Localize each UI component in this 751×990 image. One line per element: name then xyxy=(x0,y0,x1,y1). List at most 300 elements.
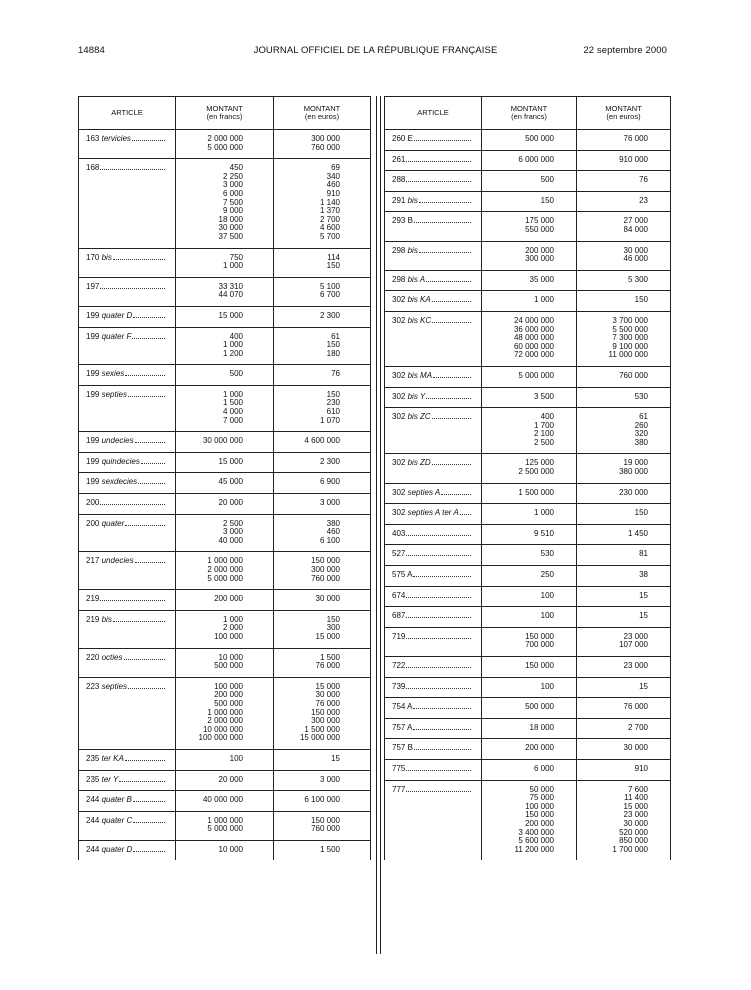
amount-euros-cell: 150 xyxy=(577,504,671,525)
page-number: 14884 xyxy=(78,45,105,56)
table-row xyxy=(79,494,371,515)
leader-dots xyxy=(100,169,165,170)
leader-dots xyxy=(133,317,165,318)
amount-euros-cell: 150 000 760 000 xyxy=(274,811,371,840)
leader-dots xyxy=(133,851,165,852)
article-suffix: bis MA xyxy=(407,370,433,380)
table-row xyxy=(79,610,371,648)
article-suffix: bis xyxy=(101,614,112,624)
table-row xyxy=(385,150,671,171)
amount-francs-cell: 750 1 000 xyxy=(176,248,274,277)
article-cell xyxy=(79,590,176,611)
amount-francs-cell: 400 1 700 2 100 2 500 xyxy=(482,408,577,454)
amount-euros-cell: 15 xyxy=(577,677,671,698)
article-suffix: bis ZD xyxy=(407,458,431,468)
table-body-left xyxy=(79,130,371,861)
table-row xyxy=(385,454,671,483)
amount-francs-cell: 100 xyxy=(176,749,274,770)
article-suffix: septies A xyxy=(407,487,441,497)
amount-euros-cell: 38 xyxy=(577,566,671,587)
amount-euros-cell: 23 000 107 000 xyxy=(577,627,671,656)
leader-dots xyxy=(138,483,165,484)
table-row xyxy=(385,627,671,656)
table-row xyxy=(79,552,371,590)
article-cell xyxy=(79,365,176,386)
amount-francs-cell: 2 000 000 5 000 000 xyxy=(176,130,274,159)
article-number: 302 xyxy=(392,458,406,468)
article-cell xyxy=(79,770,176,791)
table-row xyxy=(385,408,671,454)
article-number: 302 xyxy=(392,295,406,305)
amount-euros-cell: 150 000 300 000 760 000 xyxy=(274,552,371,590)
article-cell xyxy=(385,270,482,291)
amount-francs-cell: 150 000 xyxy=(482,657,577,678)
amount-euros-cell: 76 xyxy=(274,365,371,386)
article-cell xyxy=(385,677,482,698)
article-suffix: bis KC xyxy=(407,315,432,325)
article-suffix: septies xyxy=(101,389,127,399)
leader-dots xyxy=(433,377,471,378)
table-row xyxy=(385,718,671,739)
table-row xyxy=(79,749,371,770)
article-number: 244 xyxy=(86,795,100,805)
article-number: 575 A xyxy=(392,570,413,580)
leader-dots xyxy=(125,375,165,376)
article-cell xyxy=(79,248,176,277)
column-header-francs: MONTANT (en francs) xyxy=(176,97,274,130)
table-row xyxy=(385,739,671,760)
table-row xyxy=(385,171,671,192)
article-cell xyxy=(79,552,176,590)
article-cell xyxy=(385,241,482,270)
amount-francs-cell: 1 000 000 5 000 000 xyxy=(176,811,274,840)
article-cell xyxy=(385,718,482,739)
amount-francs-cell: 150 000 700 000 xyxy=(482,627,577,656)
amount-euros-cell: 69 340 460 910 1 140 1 370 2 700 4 600 5 700 xyxy=(274,159,371,248)
table-row xyxy=(385,504,671,525)
amount-euros-cell: 4 600 000 xyxy=(274,432,371,453)
table-row xyxy=(385,607,671,628)
table-row xyxy=(79,452,371,473)
article-number: 219 xyxy=(86,594,100,604)
amount-francs-cell: 50 000 75 000 100 000 150 000 200 000 3 400 000 5 600 000 11 200 000 xyxy=(482,780,577,860)
amount-francs-cell: 1 500 000 xyxy=(482,483,577,504)
leader-dots xyxy=(414,749,471,750)
table-row xyxy=(385,566,671,587)
amount-francs-cell: 100 xyxy=(482,607,577,628)
amount-euros-cell: 15 xyxy=(274,749,371,770)
amount-euros-cell: 30 000 xyxy=(577,739,671,760)
amount-euros-cell: 76 000 xyxy=(577,698,671,719)
amount-euros-cell: 3 000 xyxy=(274,494,371,515)
leader-dots xyxy=(413,576,471,577)
article-number: 739 xyxy=(392,681,406,691)
leader-dots xyxy=(135,562,165,563)
amount-francs-cell: 250 xyxy=(482,566,577,587)
article-number: 293 B xyxy=(392,216,413,226)
leader-dots xyxy=(413,729,471,730)
leader-dots xyxy=(406,667,471,668)
amount-euros-cell: 380 460 6 100 xyxy=(274,514,371,552)
article-cell xyxy=(385,408,482,454)
leader-dots xyxy=(133,822,165,823)
article-number: 291 xyxy=(392,195,406,205)
table-body-right xyxy=(385,130,671,861)
table-row xyxy=(385,270,671,291)
table-row xyxy=(79,385,371,431)
amount-euros-cell: 15 000 30 000 76 000 150 000 300 000 1 500 000 15 000 000 xyxy=(274,677,371,749)
amount-francs-cell: 2 500 3 000 40 000 xyxy=(176,514,274,552)
table-row xyxy=(385,524,671,545)
article-cell xyxy=(79,432,176,453)
article-suffix: quater F xyxy=(101,331,132,341)
article-number: 170 xyxy=(86,252,100,262)
table-row xyxy=(385,483,671,504)
amount-euros-cell: 7 600 11 400 15 000 23 000 30 000 520 000 850 000 1 700 000 xyxy=(577,780,671,860)
amount-euros-cell: 230 000 xyxy=(577,483,671,504)
article-cell xyxy=(79,277,176,306)
article-suffix: bis xyxy=(407,195,418,205)
table-row xyxy=(79,811,371,840)
amount-euros-cell: 6 900 xyxy=(274,473,371,494)
amount-francs-cell: 24 000 000 36 000 000 48 000 000 60 000 000 72 000 000 xyxy=(482,311,577,366)
amount-francs-cell: 20 000 xyxy=(176,494,274,515)
leader-dots xyxy=(460,514,471,515)
amount-francs-cell: 5 000 000 xyxy=(482,366,577,387)
table-row xyxy=(79,248,371,277)
amount-francs-cell: 33 310 44 070 xyxy=(176,277,274,306)
article-number: 200 xyxy=(86,518,100,528)
amount-francs-cell: 15 000 xyxy=(176,452,274,473)
leader-dots xyxy=(426,398,471,399)
column-header-article: ARTICLE xyxy=(385,97,482,130)
article-number: 687 xyxy=(392,611,406,621)
article-number: 217 xyxy=(86,556,100,566)
amount-euros-cell: 5 100 6 700 xyxy=(274,277,371,306)
leader-dots xyxy=(406,181,471,182)
article-number: 244 xyxy=(86,815,100,825)
table-row xyxy=(385,191,671,212)
table-row xyxy=(79,473,371,494)
leader-dots xyxy=(406,688,471,689)
amount-euros-cell: 150 300 15 000 xyxy=(274,610,371,648)
article-number: 298 xyxy=(392,245,406,255)
article-cell xyxy=(79,494,176,515)
amount-francs-cell: 500 xyxy=(176,365,274,386)
table-row xyxy=(79,365,371,386)
article-number: 302 xyxy=(392,391,406,401)
article-suffix: bis xyxy=(407,245,418,255)
article-number: 220 xyxy=(86,652,100,662)
leader-dots xyxy=(419,202,471,203)
leader-dots xyxy=(132,140,165,141)
article-cell xyxy=(385,212,482,241)
leader-dots xyxy=(406,770,471,771)
article-cell xyxy=(385,130,482,151)
amount-francs-cell: 175 000 550 000 xyxy=(482,212,577,241)
amount-francs-cell: 1 000 1 500 4 000 7 000 xyxy=(176,385,274,431)
article-cell xyxy=(79,677,176,749)
amount-euros-cell: 3 700 000 5 500 000 7 300 000 9 100 000 11 000 000 xyxy=(577,311,671,366)
amount-francs-cell: 200 000 300 000 xyxy=(482,241,577,270)
table-row xyxy=(385,759,671,780)
article-cell xyxy=(385,504,482,525)
amount-francs-cell: 1 000 xyxy=(482,504,577,525)
article-number: 288 xyxy=(392,175,406,185)
amount-euros-cell: 15 xyxy=(577,607,671,628)
article-number: 261 xyxy=(392,154,406,164)
amount-francs-cell: 35 000 xyxy=(482,270,577,291)
article-cell xyxy=(385,454,482,483)
amount-euros-cell: 2 700 xyxy=(577,718,671,739)
leader-dots xyxy=(419,252,471,253)
article-number: 722 xyxy=(392,661,406,670)
article-cell xyxy=(79,811,176,840)
amount-francs-cell: 18 000 xyxy=(482,718,577,739)
article-number: 757 B xyxy=(392,743,413,753)
amount-francs-cell: 10 000 xyxy=(176,840,274,860)
article-cell xyxy=(385,759,482,780)
amount-euros-cell: 76 000 xyxy=(577,130,671,151)
article-number: 775 xyxy=(392,763,406,773)
amount-euros-cell: 30 000 46 000 xyxy=(577,241,671,270)
table-row xyxy=(385,586,671,607)
article-cell xyxy=(385,627,482,656)
article-number: 302 xyxy=(392,370,406,380)
leader-dots xyxy=(413,708,471,709)
amount-francs-cell: 530 xyxy=(482,545,577,566)
leader-dots xyxy=(406,555,471,556)
table-row xyxy=(79,130,371,159)
article-suffix: ter KA xyxy=(101,753,124,763)
journal-title: JOURNAL OFFICIEL DE LA RÉPUBLIQUE FRANÇAISE xyxy=(253,45,498,56)
article-number: 754 A xyxy=(392,702,413,712)
article-number: 199 xyxy=(86,389,100,399)
amount-francs-cell: 1 000 xyxy=(482,291,577,312)
article-cell xyxy=(385,657,482,678)
leader-dots xyxy=(406,638,471,639)
amount-euros-cell: 23 xyxy=(577,191,671,212)
article-cell xyxy=(385,780,482,860)
table-row xyxy=(385,241,671,270)
article-suffix: bis Y xyxy=(407,391,426,401)
amount-francs-cell: 40 000 000 xyxy=(176,791,274,812)
amount-euros-cell: 19 000 380 000 xyxy=(577,454,671,483)
article-number: 527 xyxy=(392,549,406,559)
amount-euros-cell: 1 450 xyxy=(577,524,671,545)
article-cell xyxy=(385,586,482,607)
article-cell xyxy=(385,545,482,566)
table-row xyxy=(79,791,371,812)
article-suffix: bis ZC xyxy=(407,412,431,422)
amount-euros-cell: 30 000 xyxy=(274,590,371,611)
article-number: 777 xyxy=(392,784,406,794)
article-number: 199 xyxy=(86,436,100,446)
article-suffix: septies xyxy=(101,681,127,691)
leader-dots xyxy=(132,338,165,339)
table-row xyxy=(79,277,371,306)
article-cell xyxy=(385,387,482,408)
amount-francs-cell: 500 000 xyxy=(482,698,577,719)
article-suffix: bis KA xyxy=(407,295,431,305)
article-number: 403 xyxy=(392,528,406,538)
table-row xyxy=(79,159,371,248)
amount-euros-cell: 76 xyxy=(577,171,671,192)
amount-euros-cell: 114 150 xyxy=(274,248,371,277)
leader-dots xyxy=(406,597,471,598)
table-row xyxy=(79,327,371,365)
article-suffix: bis xyxy=(101,252,112,262)
table-row xyxy=(79,590,371,611)
amount-francs-cell: 30 000 000 xyxy=(176,432,274,453)
amount-euros-cell: 530 xyxy=(577,387,671,408)
amount-francs-cell: 6 000 000 xyxy=(482,150,577,171)
leader-dots xyxy=(119,781,165,782)
article-suffix: bis A xyxy=(407,274,426,284)
article-cell xyxy=(79,791,176,812)
table-row xyxy=(385,291,671,312)
amount-euros-cell: 61 150 180 xyxy=(274,327,371,365)
article-cell xyxy=(79,452,176,473)
column-header-article: ARTICLE xyxy=(79,97,176,130)
article-number: 719 xyxy=(392,631,406,641)
article-suffix: sexdecies xyxy=(101,477,138,487)
amount-francs-cell: 450 2 250 3 000 6 000 7 500 9 000 18 000 30 000 37 500 xyxy=(176,159,274,248)
table-row xyxy=(79,840,371,860)
amount-francs-cell: 6 000 xyxy=(482,759,577,780)
leader-dots xyxy=(125,760,165,761)
article-suffix: quater B xyxy=(101,795,132,805)
amount-francs-cell: 10 000 500 000 xyxy=(176,648,274,677)
amount-francs-cell: 200 000 xyxy=(176,590,274,611)
table-row xyxy=(385,130,671,151)
leader-dots xyxy=(414,222,471,223)
article-cell xyxy=(79,610,176,648)
article-number: 199 xyxy=(86,369,100,379)
amount-euros-cell: 760 000 xyxy=(577,366,671,387)
leader-dots xyxy=(441,494,471,495)
article-cell xyxy=(79,473,176,494)
article-cell xyxy=(385,483,482,504)
article-cell xyxy=(79,159,176,248)
publication-date: 22 septembre 2000 xyxy=(583,45,667,56)
amount-euros-cell: 1 500 xyxy=(274,840,371,860)
amount-francs-cell: 200 000 xyxy=(482,739,577,760)
article-number: 199 xyxy=(86,310,100,320)
amount-francs-cell: 45 000 xyxy=(176,473,274,494)
table-row xyxy=(385,657,671,678)
amount-francs-cell: 400 1 000 1 200 xyxy=(176,327,274,365)
article-number: 199 xyxy=(86,477,100,487)
column-header-euros: MONTANT (en euros) xyxy=(274,97,371,130)
amount-francs-cell: 9 510 xyxy=(482,524,577,545)
article-cell xyxy=(385,607,482,628)
article-suffix: quater D xyxy=(101,310,133,320)
leader-dots xyxy=(113,621,165,622)
amount-francs-cell: 150 xyxy=(482,191,577,212)
leader-dots xyxy=(135,442,165,443)
leader-dots xyxy=(432,464,471,465)
leader-dots xyxy=(100,504,165,505)
leader-dots xyxy=(414,140,471,141)
article-cell xyxy=(385,291,482,312)
amounts-table-right xyxy=(384,96,671,860)
amount-euros-cell: 6 100 000 xyxy=(274,791,371,812)
table-row xyxy=(79,770,371,791)
amount-francs-cell: 3 500 xyxy=(482,387,577,408)
table-row xyxy=(79,306,371,327)
leader-dots xyxy=(128,688,165,689)
article-number: 302 xyxy=(392,315,406,325)
article-cell xyxy=(79,327,176,365)
amount-francs-cell: 1 000 000 2 000 000 5 000 000 xyxy=(176,552,274,590)
article-cell xyxy=(79,306,176,327)
article-number: 163 xyxy=(86,134,100,143)
article-number: 302 xyxy=(392,508,406,518)
leader-dots xyxy=(432,322,471,323)
column-header-francs: MONTANT (en francs) xyxy=(482,97,577,130)
leader-dots xyxy=(100,288,165,289)
article-number: 168 xyxy=(86,163,100,173)
article-suffix: septies A ter A xyxy=(407,508,459,518)
amount-euros-cell: 3 000 xyxy=(274,770,371,791)
amount-euros-cell: 61 260 320 380 xyxy=(577,408,671,454)
leader-dots xyxy=(128,396,165,397)
article-number: 199 xyxy=(86,456,100,466)
table-row xyxy=(79,432,371,453)
amount-euros-cell: 81 xyxy=(577,545,671,566)
article-cell xyxy=(79,130,176,159)
article-number: 302 xyxy=(392,487,406,497)
amount-euros-cell: 300 000 760 000 xyxy=(274,130,371,159)
table-row xyxy=(385,677,671,698)
leader-dots xyxy=(426,281,471,282)
leader-dots xyxy=(432,301,471,302)
article-number: 219 xyxy=(86,614,100,624)
table-row xyxy=(79,514,371,552)
amount-francs-cell: 1 000 2 000 100 000 xyxy=(176,610,274,648)
table-row xyxy=(385,545,671,566)
amount-francs-cell: 20 000 xyxy=(176,770,274,791)
article-cell xyxy=(385,366,482,387)
amount-euros-cell: 15 xyxy=(577,586,671,607)
amounts-table-left xyxy=(78,96,371,860)
amount-francs-cell: 125 000 2 500 000 xyxy=(482,454,577,483)
article-number: 235 xyxy=(86,774,100,784)
amount-euros-cell: 23 000 xyxy=(577,657,671,678)
article-cell xyxy=(385,524,482,545)
article-cell xyxy=(79,648,176,677)
article-suffix: quater C xyxy=(101,815,133,825)
leader-dots xyxy=(432,418,471,419)
article-cell xyxy=(385,698,482,719)
amount-euros-cell: 910 000 xyxy=(577,150,671,171)
amount-francs-cell: 500 xyxy=(482,171,577,192)
table-row xyxy=(385,212,671,241)
article-suffix: quater xyxy=(101,518,125,528)
leader-dots xyxy=(113,259,165,260)
article-suffix: undecies xyxy=(101,436,134,446)
column-separator xyxy=(376,96,381,954)
article-number: 302 xyxy=(392,412,406,422)
article-number: 223 xyxy=(86,681,100,691)
leader-dots xyxy=(141,463,165,464)
article-number: 757 A xyxy=(392,722,413,732)
article-cell xyxy=(385,311,482,366)
leader-dots xyxy=(125,525,165,526)
table-row xyxy=(385,780,671,860)
article-number: 197 xyxy=(86,281,100,291)
